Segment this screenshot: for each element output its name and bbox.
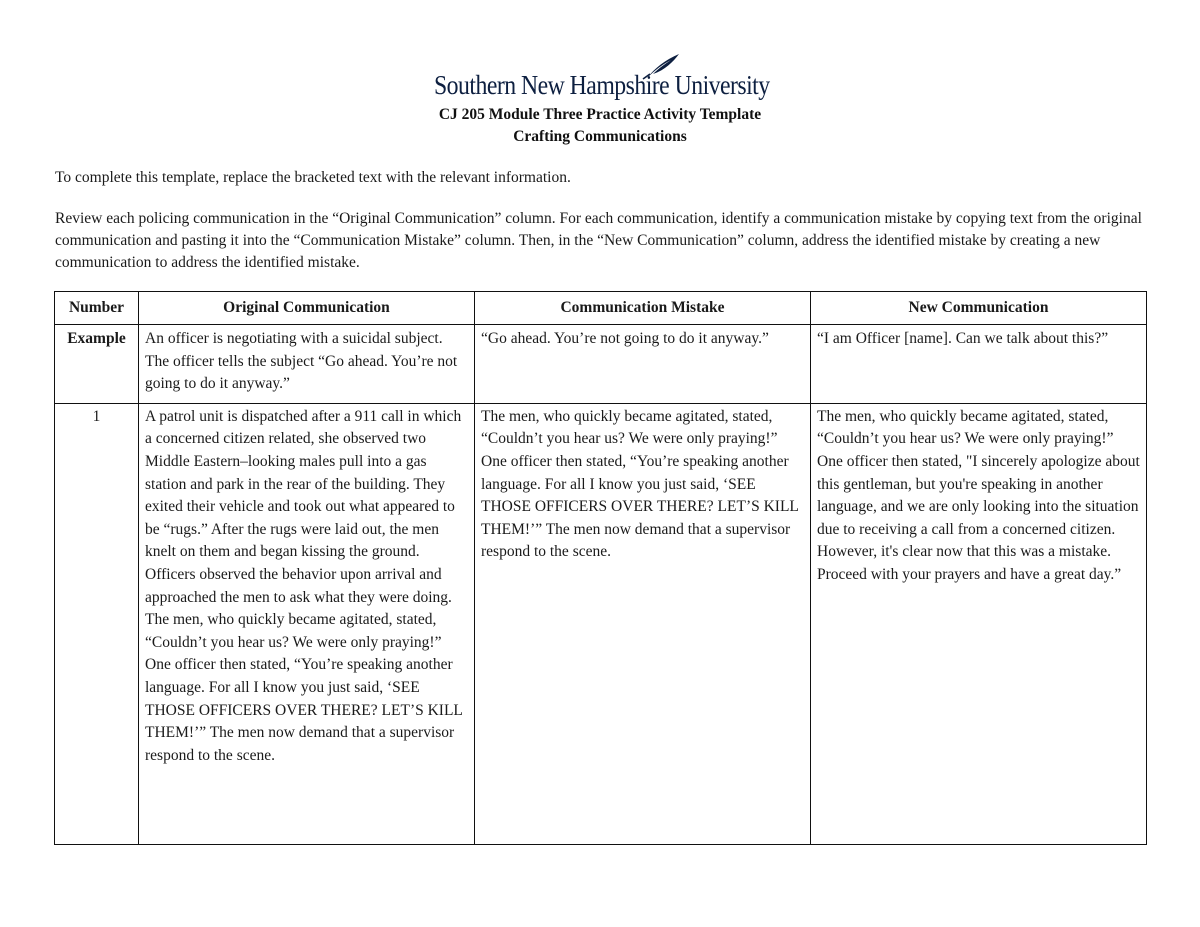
university-name: Southern New Hampshire University <box>434 70 770 100</box>
table-row <box>55 325 1147 404</box>
communication-table <box>54 291 1147 845</box>
header-communication-mistake: Communication Mistake <box>475 292 811 325</box>
instruction-paragraph-1: To complete this template, replace the bracketed text with the relevant information. <box>55 169 571 186</box>
header-number: Number <box>55 292 139 325</box>
title-line-1: CJ 205 Module Three Practice Activity Template <box>438 106 762 123</box>
table-header-row <box>55 292 1147 325</box>
row-number: Example <box>55 325 139 404</box>
document-title <box>0 104 1200 148</box>
header-new-communication: New Communication <box>811 292 1147 325</box>
table-row <box>55 403 1147 844</box>
instruction-paragraph-2: Review each policing communication in the “Original Communication” column. For each communication, identify a communication mistake by copying text from the original communication and pasting it into the “Communication Mistake” column. Then, in the “New Communication” column, address the identified mistake by creating a new communication to address the identified mistake. <box>55 210 1142 271</box>
communication-mistake-cell[interactable]: The men, who quickly became agitated, stated, “Couldn’t you hear us? We were only praying!” One officer then stated, “You’re speaking another language. For all I know you just said, ‘SEE THOSE OFFICERS OVER THERE? LET’S KILL THEM!’” The men now demand that a supervisor respond to the scene. <box>475 403 811 844</box>
communication-mistake-cell[interactable]: “Go ahead. You’re not going to do it anyway.” <box>475 325 811 404</box>
row-number: 1 <box>55 403 139 844</box>
university-logo <box>434 52 774 102</box>
original-communication-cell[interactable]: A patrol unit is dispatched after a 911 call in which a concerned citizen related, she observed two Middle Eastern–looking males pull into a gas station and park in the rear of the building. They exited their vehicle and took out what appeared to be “rugs.” After the rugs were laid out, the men knelt on them and began kissing the ground. Officers observed the behavior upon arrival and approached the men to ask what they were doing. The men, who quickly became agitated, stated, “Couldn’t you hear us? We were only praying!” One officer then stated, “You’re speaking another language. For all I know you just said, ‘SEE THOSE OFFICERS OVER THERE? LET’S KILL THEM!’” The men now demand that a supervisor respond to the scene. <box>139 403 475 844</box>
new-communication-cell[interactable]: “I am Officer [name]. Can we talk about this?” <box>811 325 1147 404</box>
new-communication-cell[interactable]: The men, who quickly became agitated, stated, “Couldn’t you hear us? We were only praying!” One officer then stated, "I sincerely apologize about this gentleman, but you're speaking in another language, and we are only looking into the situation due to receiving a call from a concerned citizen. However, it's clear now that this was a mistake. Proceed with your prayers and have a great day.” <box>811 403 1147 844</box>
header-original-communication: Original Communication <box>139 292 475 325</box>
original-communication-cell[interactable]: An officer is negotiating with a suicidal subject. The officer tells the subject “Go ahead. You’re not going to do it anyway.” <box>139 325 475 404</box>
title-line-2: Crafting Communications <box>513 128 687 145</box>
